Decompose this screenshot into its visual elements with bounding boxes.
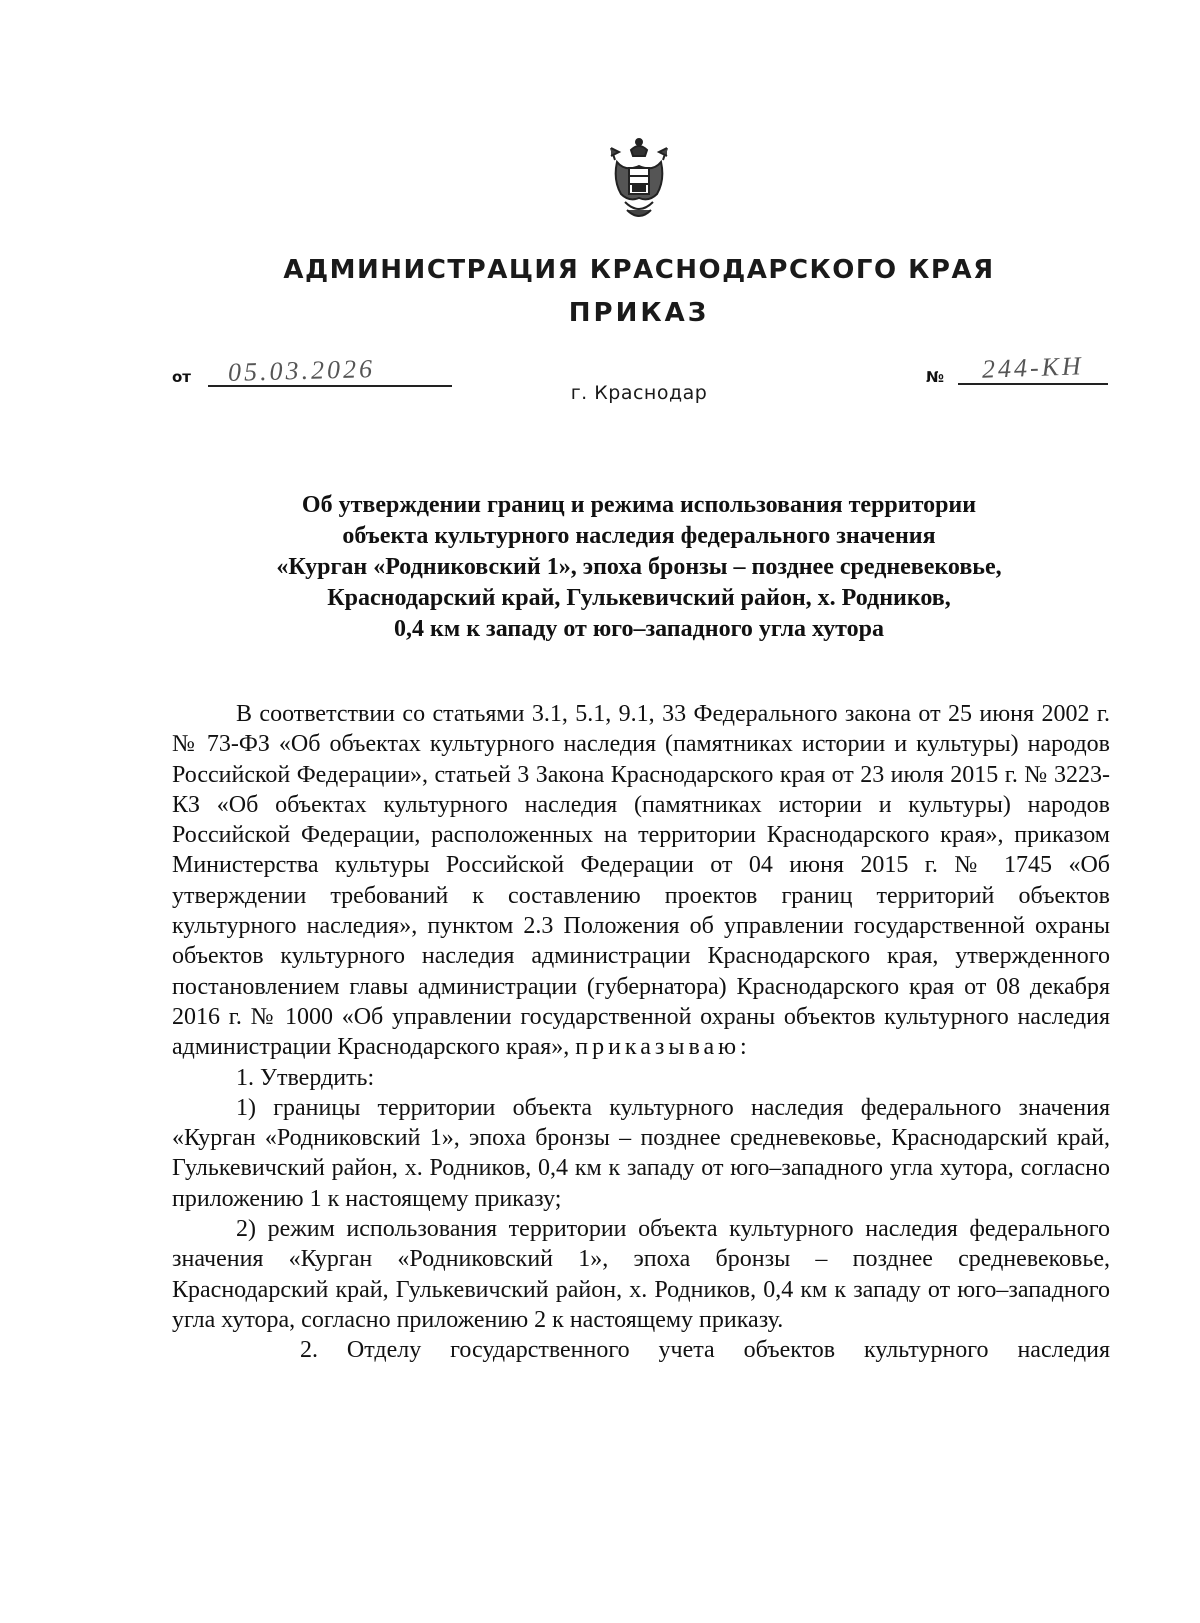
title-line: «Курган «Родниковский 1», эпоха бронзы – позднее средневековье,: [276, 554, 1002, 580]
intro-text: В соответствии со статьями 3.1, 5.1, 9.1, 33 Федерального закона от 25 июня 2002 г. № 73-ФЗ «Об объектах культурного наследия (памятниках истории и культуры) народов Российской Федерации», статьей 3 Закона Краснодарского края от 23 июля 2015 г. № 3223-КЗ «Об объектах культурного наследия (памятниках истории и культуры) народов Российской Федерации, расположенных на территории Краснодарского края», приказом Министерства культуры Российской Федерации от 04 июня 2015 г. № 1745 «Об утверждении требований к составлению проектов границ территорий объектов культурного наследия», пунктом 2.3 Положения об управлении государственной охраны объектов культурного наследия администрации Краснодарского края, утвержденного постановлением главы администрации (губернатора) Краснодарского края от 08 декабря 2016 г. № 1000 «Об управлении государственной охраны объектов культурного наследия администрации Краснодарского края»,: [172, 701, 1110, 1061]
title-line: Об утверждении границ и режима использования территории: [301, 492, 977, 518]
city: г. Краснодар: [570, 382, 708, 404]
organization-name: АДМИНИСТРАЦИЯ КРАСНОДАРСКОГО КРАЯ: [283, 255, 995, 285]
date-value-handwritten: 05.03.2026: [227, 354, 376, 387]
document-type: ПРИКАЗ: [568, 298, 710, 328]
order-word: приказываю:: [575, 1034, 751, 1061]
item-1: 1. Утвердить:: [236, 1064, 375, 1091]
document-title: [150, 490, 1128, 645]
number-value-handwritten: 244-КН: [981, 351, 1085, 384]
item-1-1: 1) границы территории объекта культурного наследия федерального значения «Курган «Родниковский 1», эпоха бронзы – позднее средневековье, Краснодарский край, Гулькевичский район, х. Родников, 0,4 км к западу от юго–западного угла хутора, согласно приложению 1 к настоящему приказу;: [172, 1094, 1110, 1212]
intro-paragraph: [172, 699, 1110, 1063]
title-line: 0,4 км к западу от юго–западного угла хутора: [394, 616, 884, 642]
number-label: №: [926, 368, 945, 386]
title-line: Краснодарский край, Гулькевичский район, х. Родников,: [327, 585, 951, 611]
document-body: [172, 699, 1110, 1366]
item-1-2: 2) режим использования территории объекта культурного наследия федерального значения «Курган «Родниковский 1», эпоха бронзы – позднее средневековье, Краснодарский край, Гулькевичский район, х. Родников, 0,4 км к западу от юго–западного угла хутора, согласно приложению 2 к настоящему приказу.: [172, 1216, 1110, 1333]
date-label: от: [172, 368, 191, 386]
title-line: объекта культурного наследия федерального значения: [342, 523, 936, 549]
item-2: [172, 1335, 1110, 1365]
coat-of-arms-icon: [609, 136, 669, 226]
item-2-text: 2. Отделу государственного учета объектов культурного наследия: [300, 1337, 1110, 1364]
